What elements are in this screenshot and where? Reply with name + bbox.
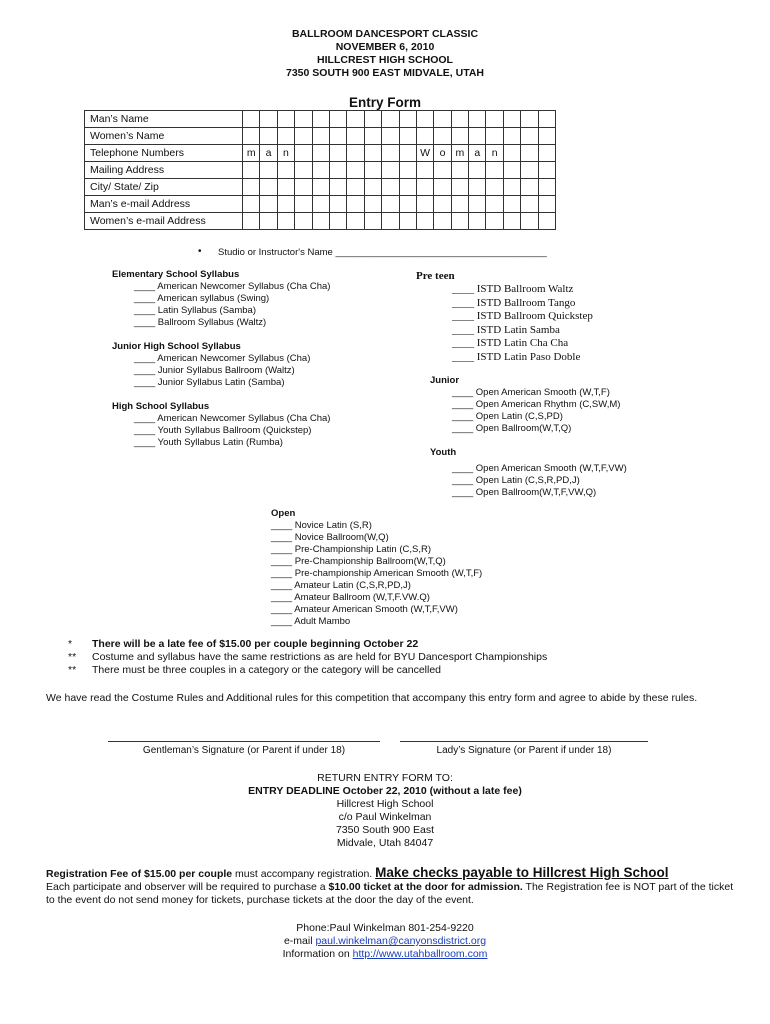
open-item[interactable]: ____ Pre-Championship Ballroom(W,T,Q) [271,556,446,567]
grid-cell[interactable] [382,196,399,213]
grid-cell[interactable] [521,128,538,145]
grid-cell[interactable] [277,179,294,196]
grid-cell[interactable] [329,179,346,196]
grid-cell[interactable] [538,128,555,145]
website-link[interactable]: http://www.utahballroom.com [352,948,488,960]
grid-cell[interactable] [521,145,538,162]
grid-cell[interactable] [503,213,520,230]
open-item[interactable]: ____ Pre-Championship Latin (C,S,R) [271,544,431,555]
gentleman-signature-line[interactable] [108,741,380,742]
high-school-item[interactable]: ____ Youth Syllabus Latin (Rumba) [134,437,283,448]
grid-cell[interactable] [416,162,433,179]
grid-cell[interactable] [538,162,555,179]
grid-cell[interactable] [399,179,416,196]
grid-cell[interactable] [538,213,555,230]
grid-cell[interactable] [382,128,399,145]
grid-cell[interactable] [382,111,399,128]
grid-cell[interactable] [486,179,503,196]
grid-cell[interactable] [503,145,520,162]
registration-info [46,866,736,907]
grid-cell[interactable] [399,162,416,179]
preteen-item[interactable]: ____ ISTD Latin Paso Doble [452,350,581,363]
grid-cell[interactable] [503,111,520,128]
event-address: 7350 SOUTH 900 EAST MIDVALE, UTAH [286,67,484,79]
open-item[interactable]: ____ Amateur American Smooth (W,T,F,VW) [271,604,458,615]
entry-deadline: ENTRY DEADLINE October 22, 2010 (without a late fee) [248,785,522,797]
grid-cell[interactable] [347,179,364,196]
grid-cell[interactable] [469,128,486,145]
event-date: NOVEMBER 6, 2010 [335,41,435,53]
grid-cell[interactable] [486,111,503,128]
grid-cell[interactable]: n [486,145,503,162]
grid-cell[interactable] [243,196,260,213]
event-venue: HILLCREST HIGH SCHOOL [317,54,453,66]
registration-fee: Registration Fee of $15.00 per couple [46,868,233,880]
studio-label: Studio or Instructor's Name ________________________________________ [218,247,547,258]
grid-cell[interactable] [399,128,416,145]
grid-cell[interactable] [329,145,346,162]
grid-cell[interactable] [347,128,364,145]
junior-item[interactable]: ____ Open American Smooth (W,T,F) [452,387,610,398]
grid-cell[interactable]: n [277,145,294,162]
youth-item[interactable]: ____ Open Latin (C,S,R,PD,J) [452,475,580,486]
form-title: Entry Form [348,95,421,110]
grid-cell[interactable] [399,213,416,230]
grid-cell[interactable] [243,162,260,179]
grid-cell[interactable] [312,213,329,230]
grid-row [85,128,556,145]
return-address-line: 7350 South 900 East [335,824,435,836]
grid-cell[interactable] [486,128,503,145]
grid-cell[interactable] [399,196,416,213]
grid-row-label: Women’s e-mail Address [85,213,243,230]
grid-cell[interactable] [260,128,277,145]
grid-cell[interactable] [469,179,486,196]
grid-cell[interactable] [486,196,503,213]
grid-cell[interactable] [329,128,346,145]
elementary-section [112,269,372,329]
grid-row [85,196,556,213]
grid-cell[interactable] [486,213,503,230]
grid-cell[interactable] [434,162,451,179]
youth-item[interactable]: ____ Open Ballroom(W,T,F,VW,Q) [452,487,597,498]
grid-cell[interactable] [538,179,555,196]
grid-cell[interactable] [434,179,451,196]
grid-cell[interactable] [277,111,294,128]
grid-cell[interactable] [260,111,277,128]
preteen-item[interactable]: ____ ISTD Ballroom Quickstep [452,310,593,322]
elementary-item[interactable]: ____ American Newcomer Syllabus (Cha Cha) [134,281,331,292]
grid-cell[interactable] [347,111,364,128]
grid-cell[interactable]: W [416,145,433,162]
ticket-text: Each participate and observer will be required to purchase a [46,881,329,893]
grid-cell[interactable] [503,196,520,213]
registration-text: must accompany registration. [232,868,376,880]
youth-item[interactable]: ____ Open American Smooth (W,T,F,VW) [452,463,627,474]
contact-email-line [0,935,770,948]
junior-item[interactable]: ____ Open Latin (C,S,PD) [452,411,563,422]
grid-cell[interactable] [469,111,486,128]
junior-high-title: Junior High School Syllabus [112,341,241,352]
grid-cell[interactable] [277,162,294,179]
note-mark: * [68,638,73,650]
grid-cell[interactable] [347,196,364,213]
junior-item[interactable]: ____ Open Ballroom(W,T,Q) [452,423,572,434]
grid-cell[interactable] [521,179,538,196]
preteen-item[interactable]: ____ ISTD Latin Cha Cha [452,337,569,349]
junior-high-item[interactable]: ____ American Newcomer Syllabus (Cha) [134,353,311,364]
agreement-text: We have read the Costume Rules and Additional rules for this competition that accompany this entry form and agree to abide by these rules. [46,692,698,704]
grid-cell[interactable] [347,162,364,179]
grid-cell[interactable] [521,111,538,128]
open-item[interactable]: ____ Amateur Ballroom (W,T,F.VW.Q) [271,592,430,603]
grid-cell[interactable] [469,213,486,230]
grid-cell[interactable] [521,213,538,230]
grid-cell[interactable] [277,196,294,213]
grid-row-label: Man’s Name [85,111,243,128]
grid-cell[interactable] [434,213,451,230]
note-row [68,664,547,677]
grid-cell[interactable] [399,111,416,128]
grid-cell[interactable] [451,111,468,128]
grid-cell[interactable] [243,213,260,230]
grid-cell[interactable] [382,179,399,196]
return-address-line: Hillcrest High School [336,798,434,810]
grid-cell[interactable] [416,196,433,213]
grid-cell[interactable] [451,213,468,230]
grid-cell[interactable] [434,128,451,145]
bullet-icon: • [198,246,202,257]
grid-cell[interactable] [382,162,399,179]
grid-cell[interactable] [277,128,294,145]
open-item[interactable]: ____ Novice Latin (S,R) [271,520,372,531]
grid-cell[interactable] [364,179,381,196]
grid-cell[interactable] [434,111,451,128]
grid-cell[interactable] [329,162,346,179]
grid-cell[interactable] [260,213,277,230]
open-section [271,508,551,628]
grid-cell[interactable]: a [469,145,486,162]
grid-cell[interactable] [538,196,555,213]
grid-cell[interactable] [364,213,381,230]
grid-cell[interactable] [382,213,399,230]
return-address-line: Midvale, Utah 84047 [336,837,434,849]
grid-cell[interactable] [260,179,277,196]
elementary-item[interactable]: ____ American syllabus (Swing) [134,293,270,304]
ticket-price: $10.00 ticket at the door for admission. [328,881,523,893]
elementary-item[interactable]: ____ Latin Syllabus (Samba) [134,305,256,316]
return-heading: RETURN ENTRY FORM TO: [317,772,453,784]
contact-info-line [0,948,770,961]
elementary-title: Elementary School Syllabus [112,269,240,280]
grid-cell[interactable] [469,162,486,179]
grid-cell[interactable] [503,128,520,145]
note-text: There must be three couples in a category or the category will be cancelled [92,664,442,676]
notes [68,638,547,677]
open-item[interactable]: ____ Amateur Latin (C,S,R,PD,J) [271,580,411,591]
grid-cell[interactable]: m [243,145,260,162]
note-row [68,638,547,651]
grid-cell[interactable] [503,162,520,179]
open-title: Open [271,508,296,519]
grid-cell[interactable] [260,162,277,179]
lady-signature-label: Lady’s Signature (or Parent if under 18) [436,745,612,756]
grid-cell[interactable] [295,162,312,179]
grid-cell[interactable] [260,196,277,213]
grid-cell[interactable] [243,128,260,145]
note-text: Costume and syllabus have the same restrictions as are held for BYU Dancesport Championships [92,651,548,663]
studio-field[interactable] [198,246,547,258]
entry-grid [84,110,556,230]
grid-row-label: Mailing Address [85,162,243,179]
note-mark: ** [68,664,77,676]
high-school-title: High School Syllabus [112,401,210,412]
grid-cell[interactable] [364,128,381,145]
grid-row [85,111,556,128]
grid-cell[interactable] [295,196,312,213]
grid-cell[interactable] [416,111,433,128]
grid-cell[interactable] [312,162,329,179]
youth-section [430,447,700,499]
grid-cell[interactable] [382,145,399,162]
junior-high-item[interactable]: ____ Junior Syllabus Ballroom (Waltz) [134,365,295,376]
preteen-item[interactable]: ____ ISTD Ballroom Waltz [452,283,574,295]
grid-cell[interactable] [451,162,468,179]
preteen-item[interactable]: ____ ISTD Latin Samba [452,323,560,336]
grid-cell[interactable] [312,111,329,128]
grid-cell[interactable] [416,179,433,196]
grid-cell[interactable] [312,196,329,213]
youth-title: Youth [430,447,457,458]
grid-cell[interactable] [503,179,520,196]
grid-cell[interactable] [347,145,364,162]
grid-cell[interactable] [521,196,538,213]
grid-cell[interactable] [416,128,433,145]
junior-item[interactable]: ____ Open American Rhythm (C,SW,M) [452,399,621,410]
checks-payable: Make checks payable to Hillcrest High School [375,865,669,880]
grid-cell[interactable] [312,179,329,196]
contact-phone: Phone:Paul Winkelman 801-254-9220 [296,922,474,934]
grid-row [85,213,556,230]
grid-cell[interactable] [521,162,538,179]
junior-high-section [112,341,372,389]
email-prefix: e-mail [283,935,316,947]
lady-signature-line[interactable] [400,741,648,742]
grid-cell[interactable] [295,179,312,196]
grid-cell[interactable] [243,111,260,128]
grid-cell[interactable] [295,145,312,162]
open-item[interactable]: ____ Novice Ballroom(W,Q) [271,532,389,543]
grid-cell[interactable] [451,128,468,145]
elementary-item[interactable]: ____ Ballroom Syllabus (Waltz) [134,317,267,328]
grid-cell[interactable] [434,196,451,213]
high-school-section [112,401,372,449]
junior-title: Junior [430,375,460,386]
open-item[interactable]: ____ Pre-championship American Smooth (W,T,F) [271,568,483,579]
high-school-item[interactable]: ____ American Newcomer Syllabus (Cha Cha) [134,413,331,424]
high-school-item[interactable]: ____ Youth Syllabus Ballroom (Quickstep) [134,425,312,436]
grid-cell[interactable] [329,196,346,213]
grid-cell[interactable] [416,213,433,230]
grid-cell[interactable] [277,213,294,230]
grid-cell[interactable] [538,111,555,128]
preteen-title: Pre teen [416,270,455,282]
preteen-section [452,283,672,364]
grid-row-label: Man’s e-mail Address [85,196,243,213]
grid-cell[interactable] [486,162,503,179]
grid-cell[interactable] [451,179,468,196]
grid-cell[interactable] [295,111,312,128]
preteen-item[interactable]: ____ ISTD Ballroom Tango [452,296,576,309]
grid-cell[interactable]: m [451,145,468,162]
grid-cell[interactable] [469,196,486,213]
open-item[interactable]: ____ Adult Mambo [271,616,351,627]
note-row [68,651,547,664]
grid-cell[interactable] [312,145,329,162]
grid-cell[interactable] [364,162,381,179]
grid-cell[interactable] [312,128,329,145]
gentleman-signature-label: Gentleman’s Signature (or Parent if under 18) [142,745,346,756]
return-address-line: c/o Paul Winkelman [338,811,432,823]
grid-cell[interactable] [364,196,381,213]
grid-cell[interactable] [295,213,312,230]
event-title: BALLROOM DANCESPORT CLASSIC [291,28,479,40]
grid-row [85,145,556,162]
ticket-note: The Registration fee is NOT part of the ticket to the event do not send money for tickets, purchase tickets at the door the day of the event. [46,881,734,906]
grid-row-label: Women’s Name [85,128,243,145]
junior-section [430,375,690,435]
grid-cell[interactable] [364,145,381,162]
junior-high-item[interactable]: ____ Junior Syllabus Latin (Samba) [134,377,285,388]
grid-cell[interactable] [399,145,416,162]
grid-cell[interactable] [538,145,555,162]
grid-cell[interactable]: a [260,145,277,162]
grid-cell[interactable]: o [434,145,451,162]
grid-cell[interactable] [329,213,346,230]
grid-row-label: City/ State/ Zip [85,179,243,196]
note-text: There will be a late fee of $15.00 per couple beginning October 22 [92,638,419,650]
grid-row [85,162,556,179]
grid-cell[interactable] [364,111,381,128]
grid-cell[interactable] [347,213,364,230]
grid-row-label: Telephone Numbers [85,145,243,162]
grid-cell[interactable] [295,128,312,145]
grid-row [85,179,556,196]
info-prefix: Information on [282,948,353,960]
grid-cell[interactable] [451,196,468,213]
note-mark: ** [68,651,77,663]
email-link[interactable]: paul.winkelman@canyonsdistrict.org [315,935,487,947]
grid-cell[interactable] [329,111,346,128]
grid-cell[interactable] [243,179,260,196]
